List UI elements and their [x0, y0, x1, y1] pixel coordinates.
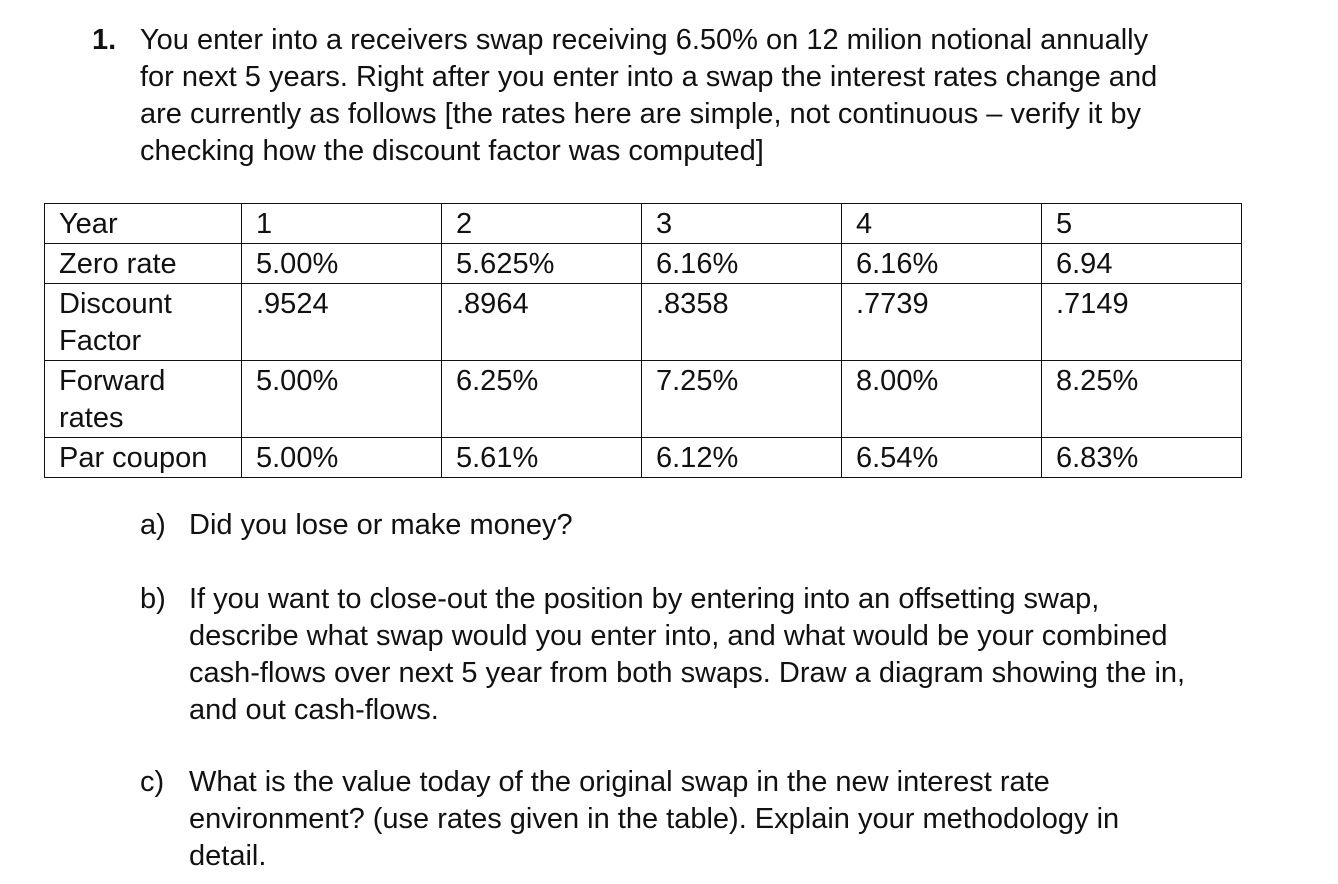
- table-cell: .8358: [642, 284, 842, 361]
- table-cell: 6.54%: [842, 438, 1042, 478]
- table-row: [45, 244, 1242, 284]
- table-cell: .7739: [842, 284, 1042, 361]
- row-label-line: Forward: [59, 365, 166, 397]
- table-cell: 6.12%: [642, 438, 842, 478]
- table-cell: 6.25%: [442, 361, 642, 438]
- table-cell: 6.16%: [842, 244, 1042, 284]
- rates-table: [44, 203, 1242, 478]
- table-cell: 2: [442, 204, 642, 244]
- sub-question-text: [189, 581, 1309, 729]
- table-cell: .7149: [1042, 284, 1242, 361]
- question-text: [140, 22, 1300, 170]
- sub-question-text: [189, 764, 1309, 875]
- table-cell: 5: [1042, 204, 1242, 244]
- table-cell: 5.00%: [242, 361, 442, 438]
- sub-question-line: Did you lose or make money?: [189, 509, 573, 541]
- sub-question-letter: b): [140, 583, 166, 615]
- sub-question-letter: c): [140, 766, 165, 798]
- sub-question-line: describe what swap would you enter into, and what would be your combined: [189, 620, 1168, 652]
- sub-question-line: cash-flows over next 5 year from both swaps. Draw a diagram showing the in,: [189, 657, 1186, 689]
- table-cell: 6.16%: [642, 244, 842, 284]
- question-line: for next 5 years. Right after you enter into a swap the interest rates change and: [140, 61, 1158, 93]
- question-line: checking how the discount factor was computed]: [140, 135, 764, 167]
- row-label-forward-rates: [45, 361, 242, 438]
- table-row: [45, 204, 1242, 244]
- table-row: [45, 361, 1242, 438]
- sub-question-line: If you want to close-out the position by entering into an offsetting swap,: [189, 583, 1100, 615]
- row-label-par-coupon: Par coupon: [45, 438, 242, 478]
- sub-question-line: and out cash-flows.: [189, 694, 439, 726]
- table-cell: 6.94: [1042, 244, 1242, 284]
- table-cell: 5.00%: [242, 438, 442, 478]
- sub-question-line: detail.: [189, 840, 267, 872]
- table-cell: 3: [642, 204, 842, 244]
- table-cell: 1: [242, 204, 442, 244]
- sub-question-line: environment? (use rates given in the table). Explain your methodology in: [189, 803, 1120, 835]
- row-label-line: Factor: [59, 325, 142, 357]
- row-label-line: Discount: [59, 288, 172, 320]
- table-cell: 5.00%: [242, 244, 442, 284]
- table-cell: 8.00%: [842, 361, 1042, 438]
- sub-question-line: What is the value today of the original swap in the new interest rate: [189, 766, 1050, 798]
- row-label-line: rates: [59, 402, 124, 434]
- table-row: [45, 284, 1242, 361]
- question-line: You enter into a receivers swap receiving 6.50% on 12 milion notional annually: [140, 24, 1149, 56]
- row-label-zero-rate: Zero rate: [45, 244, 242, 284]
- table-cell: 5.625%: [442, 244, 642, 284]
- sub-question-letter: a): [140, 509, 166, 541]
- question-number: 1.: [92, 24, 117, 56]
- table-cell: .8964: [442, 284, 642, 361]
- table-cell: 7.25%: [642, 361, 842, 438]
- table-cell: 4: [842, 204, 1042, 244]
- table-cell: 5.61%: [442, 438, 642, 478]
- table-row: [45, 438, 1242, 478]
- question-line: are currently as follows [the rates here are simple, not continuous – verify it by: [140, 98, 1141, 130]
- row-label-discount-factor: [45, 284, 242, 361]
- table-cell: 6.83%: [1042, 438, 1242, 478]
- table-cell: 8.25%: [1042, 361, 1242, 438]
- table-cell: .9524: [242, 284, 442, 361]
- sub-question-text: [189, 507, 1309, 544]
- row-label-year: Year: [45, 204, 242, 244]
